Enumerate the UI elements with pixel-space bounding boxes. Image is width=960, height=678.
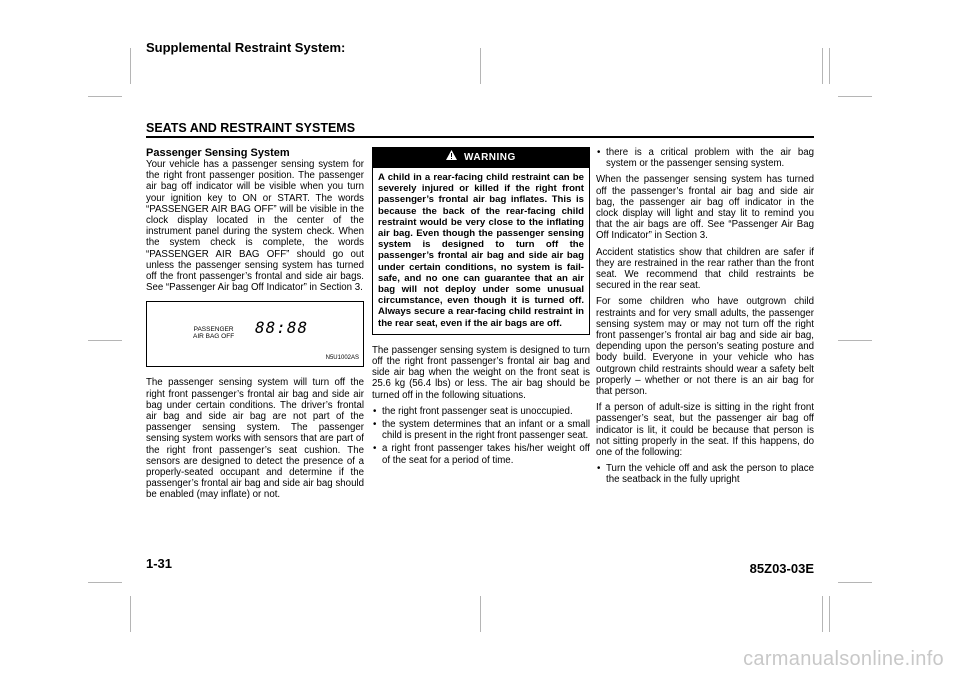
section-rule	[146, 136, 814, 138]
document-code: 85Z03-03E	[749, 561, 814, 576]
crop-mark	[822, 596, 823, 632]
list-item-text: a right front passenger takes his/her weight off of the seat for a period of time.	[382, 443, 590, 466]
warning-box	[372, 147, 590, 335]
crop-mark	[88, 582, 122, 583]
watermark: carmanualsonline.info	[743, 648, 944, 670]
section-heading: Passenger Sensing System	[146, 147, 290, 159]
list-item	[372, 443, 590, 465]
crop-mark	[480, 48, 481, 84]
situation-list-continued	[596, 147, 814, 169]
figure-label-line1: PASSENGER	[193, 326, 234, 334]
list-item	[596, 147, 814, 169]
crop-mark	[130, 48, 131, 84]
small-adults-paragraph: For some children who have outgrown child restraints and for very small adults, the passenger sensing system may or may not turn off the right front passenger’s frontal air bag and side air bag, depending upon the person’s seating posture and body build. Everyone in your vehicle who has outgrown child restraints should wear a safety belt properly – whether or not there is an air bag for that person.	[596, 296, 814, 398]
crop-mark	[838, 340, 872, 341]
section-title: SEATS AND RESTRAINT SYSTEMS	[146, 121, 356, 135]
warning-text: A child in a rear-facing child restraint can be severely injured or killed if the right front passenger’s frontal air bag inflates. This is because the back of the rear-facing child restraint would be very close to the inflating air bag. Even though the passenger sensing system is designed to turn off the passenger’s frontal air bag and side air bag under certain conditions, no system is fail-safe, and no one can guarantee that an air bag will not deploy under some unusual circumstance, even though it is turned off. Always secure a rear-facing child restraint in the rear seat, even if the air bags are off.	[378, 172, 584, 329]
action-list	[596, 463, 814, 485]
adult-size-paragraph: If a person of adult-size is sitting in the right front passenger’s seat, but the passenger air bag off indicator is lit, it could be because that person is not sitting properly in the seat. If this happens, do one of the following:	[596, 402, 814, 459]
bullet-dot: •	[373, 419, 377, 431]
crop-mark	[838, 96, 872, 97]
intro-paragraph: Your vehicle has a passenger sensing system for the right front passenger position. The passenger air bag off indicator will be visible when you turn your ignition key to ON or START. The words “PASSENGER AIR BAG OFF” will be visible in the clock display located in the center of the instrument panel during the system check. When the system check is complete, the words “PASSENGER AIR BAG OFF” should go out unless the passenger sensing system has turned off the front passenger’s frontal and side air bags. See “Passenger Air bag Off Indicator” in Section 3.	[146, 159, 364, 294]
crop-mark	[88, 96, 122, 97]
list-item-text: the system determines that an infant or a small child is present in the right front passenger seat.	[382, 419, 590, 442]
sensing-paragraph: The passenger sensing system will turn off the right front passenger’s frontal air bag and side air bag under certain conditions. The driver’s frontal air bag and side air bag are not part of the passenger sensing system. The passenger sensing system works with sensors that are part of the right front passenger’s seat cushion. The sensors are designed to detect the presence of a properly-seated occupant and determine if the passenger’s frontal air bag and side air bag should be enabled (may inflate) or not.	[146, 377, 364, 501]
bullet-dot: •	[373, 405, 377, 417]
crop-mark	[829, 596, 830, 632]
clock-digits: 88:88	[255, 318, 309, 338]
column-right	[596, 147, 814, 491]
bullet-dot: •	[373, 443, 377, 455]
situation-list	[372, 406, 590, 466]
figure-label	[193, 326, 234, 340]
crop-mark	[88, 340, 122, 341]
list-item-text: there is a critical problem with the air bag system or the passenger sensing system.	[606, 147, 814, 170]
column-left	[146, 147, 364, 506]
page-number: 1-31	[146, 556, 173, 571]
figure-label-line2: AIR BAG OFF	[193, 333, 235, 341]
crop-mark	[822, 48, 823, 84]
crop-mark	[829, 48, 830, 84]
list-item-text: the right front passenger seat is unoccupied.	[382, 405, 573, 417]
bullet-dot: •	[597, 463, 601, 475]
weight-paragraph: The passenger sensing system is designed to turn off the right front passenger’s frontal air bag and side air bag when the weight on the front seat is 25.6 kg (56.4 lbs) or less. The air bag should be turned off in the following situations.	[372, 344, 590, 401]
bullet-dot: •	[597, 147, 601, 158]
indicator-paragraph: When the passenger sensing system has turned off the passenger’s frontal air bag and side air bag, the passenger air bag off indicator in the clock display will light and stay lit to remind you that the air bags are off. See “Passenger Air Bag Off Indicator” in Section 3.	[596, 174, 814, 242]
warning-triangle-icon	[446, 148, 457, 168]
crop-mark	[838, 582, 872, 583]
clock-display-figure	[146, 301, 364, 367]
list-item-text: Turn the vehicle off and ask the person to place the seatback in the fully upright	[606, 463, 814, 486]
crop-mark	[480, 596, 481, 632]
crop-mark	[130, 596, 131, 632]
column-middle	[372, 147, 590, 471]
list-item	[372, 419, 590, 441]
warning-title: WARNING	[463, 152, 516, 163]
warning-header	[373, 148, 589, 168]
figure-code: N5U1002AS	[325, 355, 359, 362]
list-item	[596, 463, 814, 485]
running-title: Supplemental Restraint System:	[146, 40, 346, 55]
statistics-paragraph: Accident statistics show that children are safer if they are restrained in the rear rather than the front seat. We recommend that child restraints be secured in the rear seat.	[596, 246, 814, 292]
list-item	[372, 406, 590, 417]
